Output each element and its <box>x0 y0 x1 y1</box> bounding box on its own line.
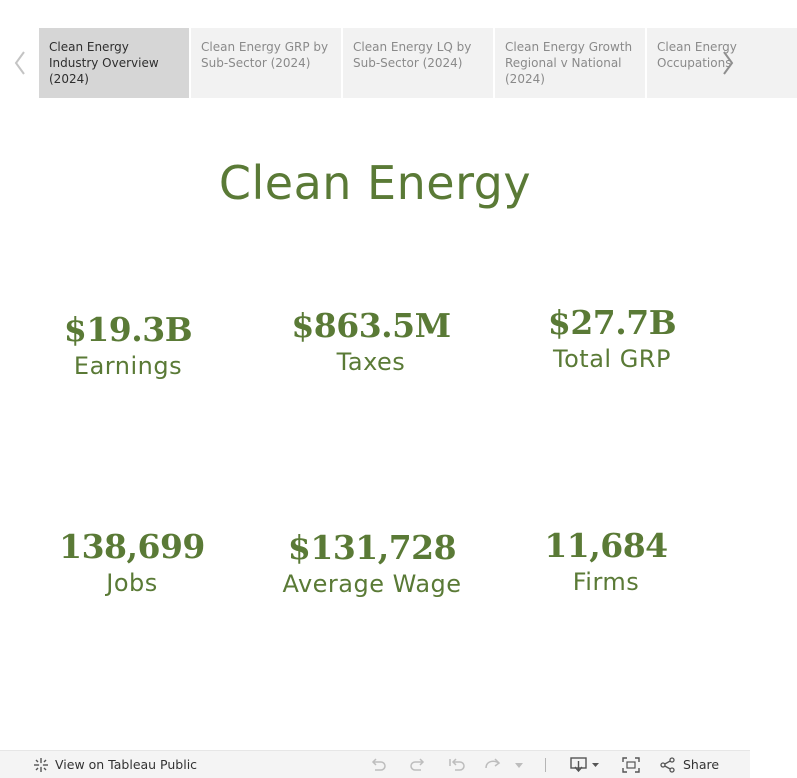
download-button[interactable] <box>570 751 600 778</box>
kpi-value: 138,699 <box>59 527 205 566</box>
story-tab-label: Clean Energy GRP by Sub-Sector (2024) <box>201 40 329 70</box>
kpi-value: 11,684 <box>544 526 668 565</box>
kpi-jobs <box>57 527 207 599</box>
kpi-value: $863.5M <box>291 306 451 345</box>
revert-button[interactable] <box>448 751 466 778</box>
share-button[interactable] <box>660 751 719 778</box>
kpi-label: Earnings <box>73 352 183 380</box>
story-tab-label: Clean Energy Industry Overview (2024) <box>49 40 159 86</box>
bottom-toolbar <box>0 750 750 778</box>
story-tab-label: Clean Energy Occupations <box>657 40 737 70</box>
dashboard-title: Clean Energy <box>218 156 532 210</box>
view-on-tableau-public-label: View on Tableau Public <box>55 757 198 772</box>
revert-icon <box>448 757 466 773</box>
story-tab-label: Clean Energy Growth Regional v National (2024) <box>505 40 633 86</box>
story-tab-industry-overview[interactable] <box>39 28 189 98</box>
kpi-value: $131,728 <box>287 528 457 567</box>
refresh-button[interactable] <box>484 751 504 778</box>
download-icon <box>570 757 600 773</box>
kpi-average-wage <box>272 528 472 600</box>
refresh-options-dropdown[interactable] <box>514 751 524 778</box>
view-on-tableau-public-link[interactable] <box>33 751 197 778</box>
kpi-label: Total GRP <box>553 345 671 373</box>
undo-icon <box>369 757 387 773</box>
fullscreen-button[interactable] <box>622 751 640 778</box>
kpi-value: $27.7B <box>547 303 677 342</box>
story-tab-label: Clean Energy LQ by Sub-Sector (2024) <box>353 40 472 70</box>
redo-icon <box>409 757 427 773</box>
story-tab-grp-by-sub-sector[interactable] <box>191 28 341 98</box>
kpi-firms <box>531 526 681 598</box>
kpi-label: Average Wage <box>282 570 462 598</box>
kpi-label: Firms <box>572 568 640 596</box>
kpi-label: Taxes <box>336 348 406 376</box>
share-label: Share <box>683 757 720 772</box>
kpi-label: Jobs <box>106 569 158 597</box>
undo-button[interactable] <box>369 751 387 778</box>
fullscreen-icon <box>622 757 640 773</box>
redo-button[interactable] <box>409 751 427 778</box>
toolbar-divider <box>545 758 546 772</box>
next-story-point-button[interactable] <box>718 48 738 78</box>
kpi-earnings <box>53 310 203 382</box>
kpi-value: $19.3B <box>63 310 193 349</box>
share-icon <box>660 757 676 773</box>
story-navigator <box>39 28 737 98</box>
chevron-left-icon <box>13 49 27 77</box>
story-tab-growth-regional-v-national[interactable] <box>495 28 645 98</box>
dropdown-caret-icon <box>514 760 524 770</box>
chevron-right-icon <box>721 49 735 77</box>
refresh-icon <box>484 757 504 773</box>
kpi-total-grp <box>537 303 687 375</box>
prev-story-point-button[interactable] <box>10 48 30 78</box>
kpi-taxes <box>286 306 456 378</box>
story-tab-lq-by-sub-sector[interactable] <box>343 28 493 98</box>
tableau-logo-icon <box>33 757 49 773</box>
